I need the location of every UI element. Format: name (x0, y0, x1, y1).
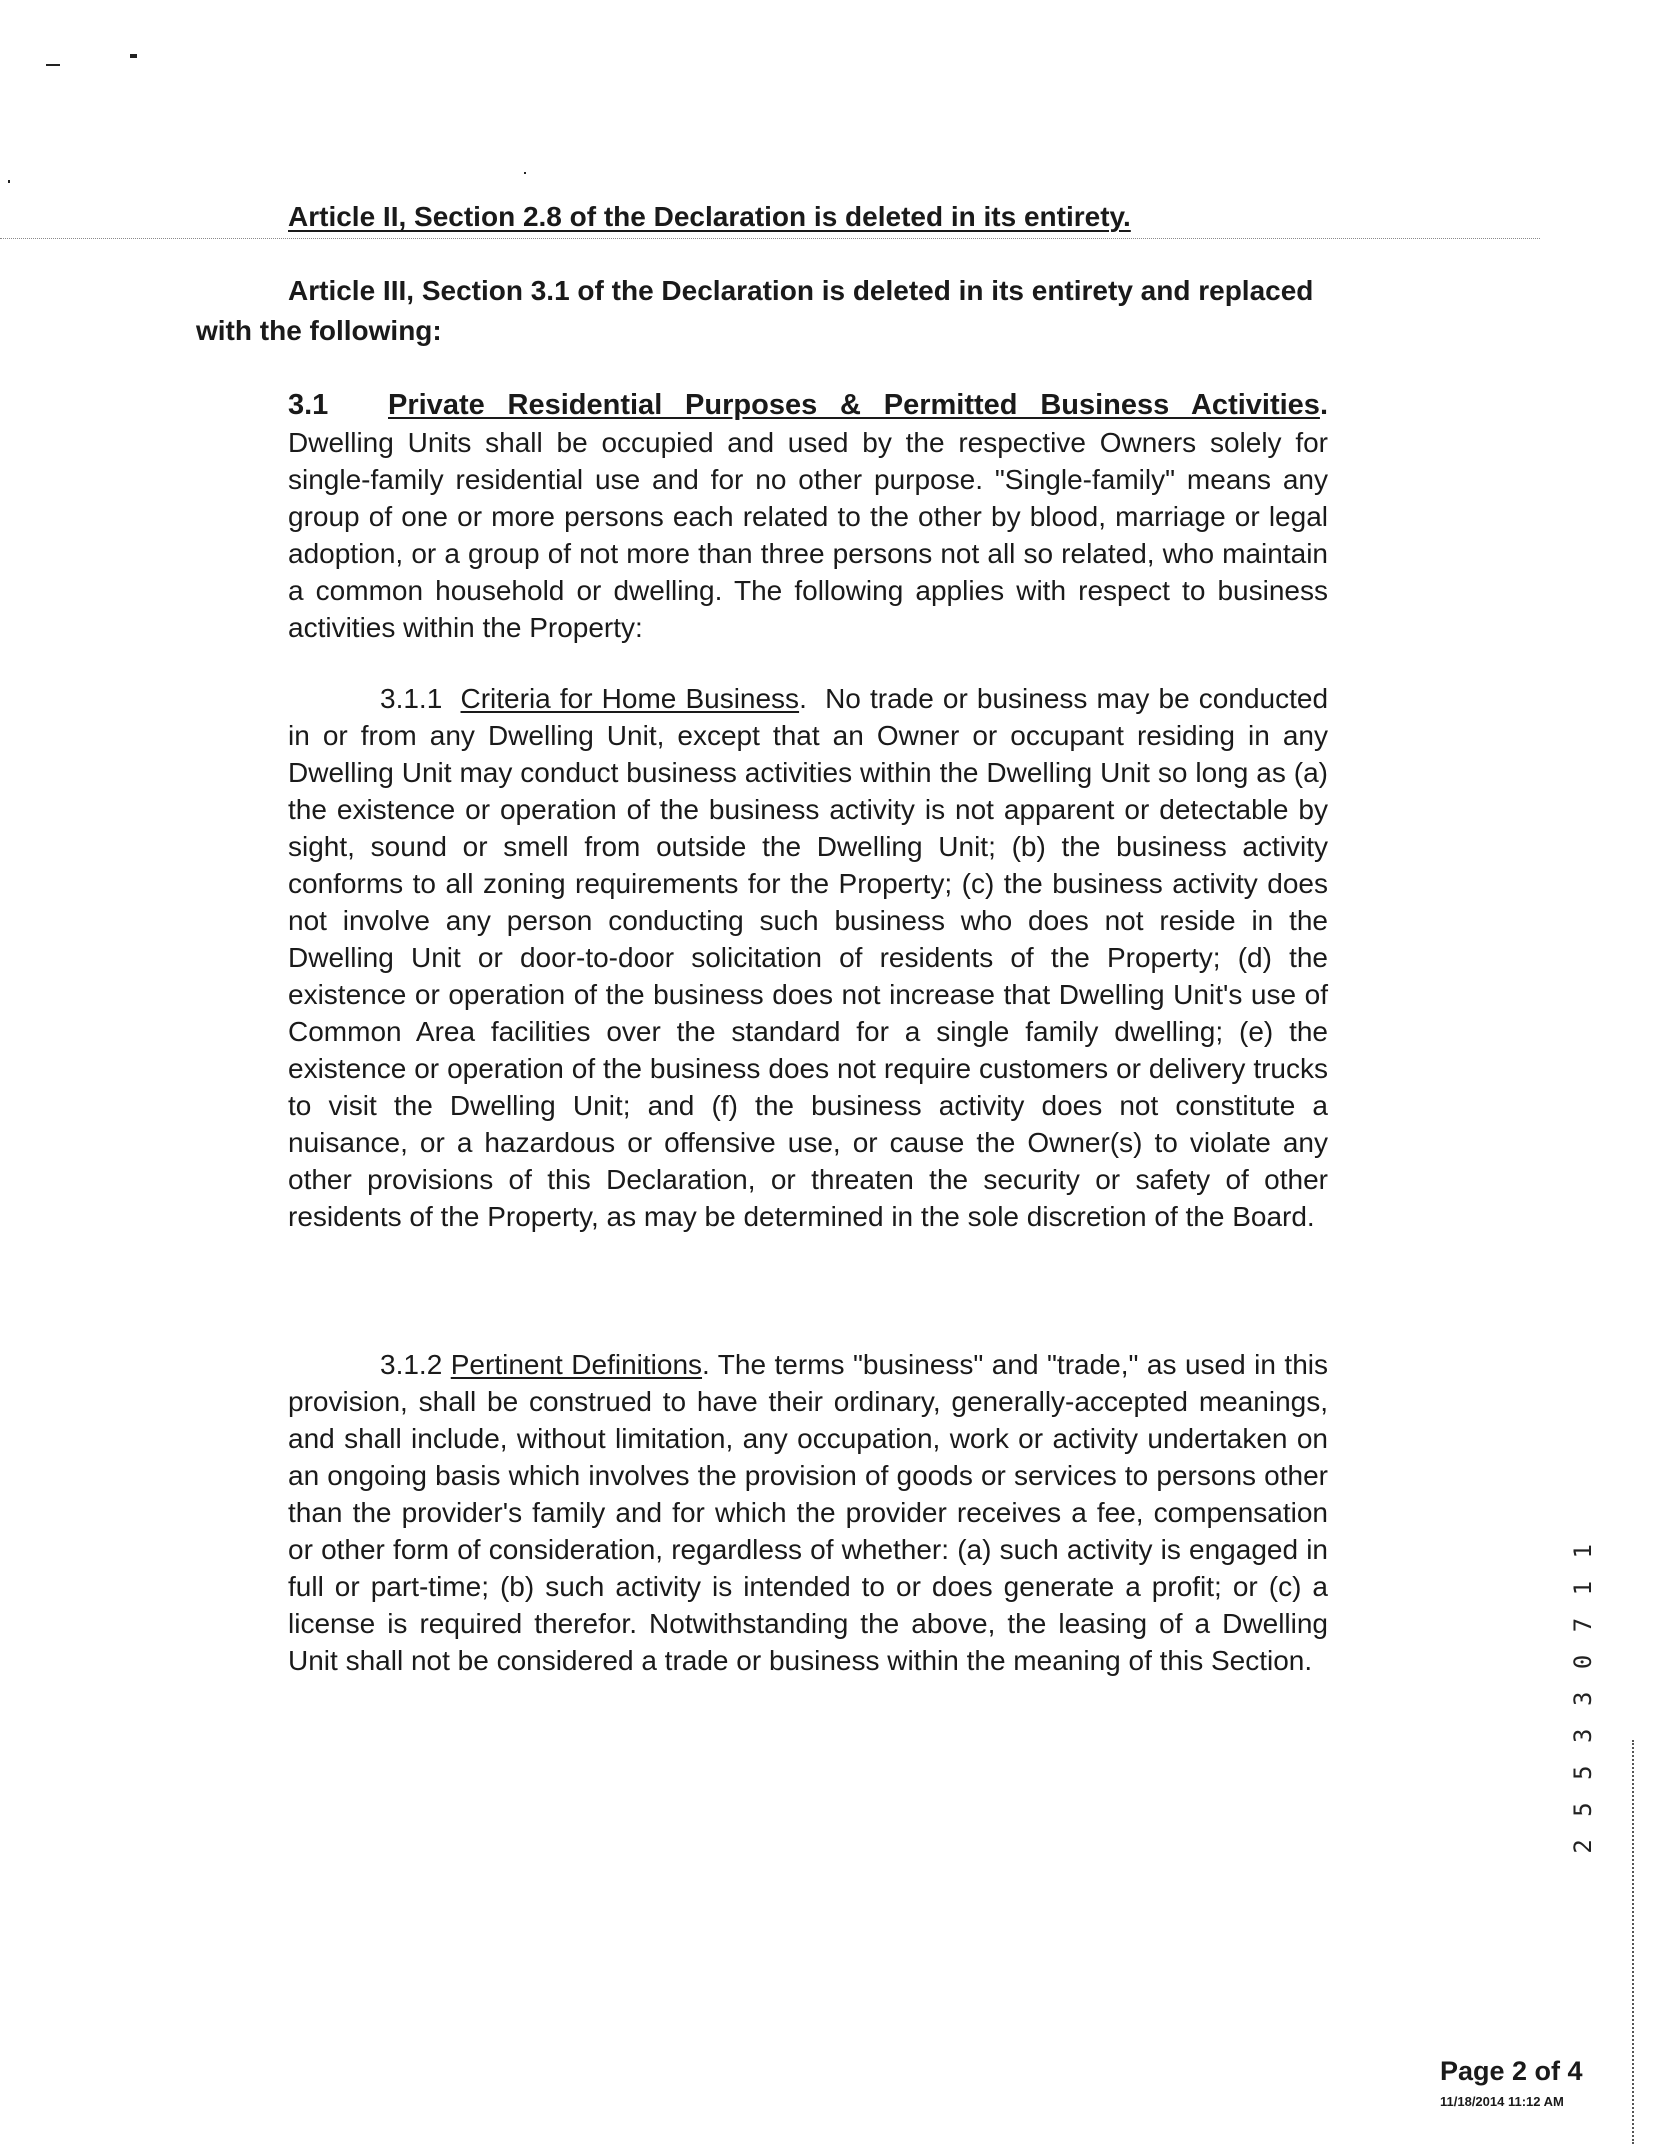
heading-article-3-line2: with the following: (196, 315, 442, 346)
print-timestamp: 11/18/2014 11:12 AM (1440, 2094, 1564, 2109)
section-3-1-1 (288, 680, 1328, 1235)
section-3-1-2 (288, 1346, 1328, 1679)
section-title: Criteria for Home Business (460, 683, 800, 714)
section-title: Pertinent Definitions (450, 1349, 703, 1380)
scan-speck (524, 172, 526, 174)
scan-edge-line (1632, 1740, 1634, 2144)
section-body: No trade or business may be conducted in or from any Dwelling Unit, except that an Owner or occupant residing in any Dwelling Unit may conduct business activities within the Dwelling Unit so long as (a) the existence or operation of the business activity is not apparent or detectable by sight, sound or smell from outside the Dwelling Unit; (b) the business activity conforms to all zoning requirements for the Property; (c) the business activity does not involve any person conducting such business who does not reside in the Dwelling Unit or door-to-door solicitation of residents of the Property; (d) the existence or operation of the business does not increase that Dwelling Unit's use of Common Area facilities over the standard for a single family dwelling; (e) the existence or operation of the business does not require customers or delivery trucks to visit the Dwelling Unit; and (f) the business activity does not constitute a nuisance, or a hazardous or offensive use, or cause the Owner(s) to violate any other provisions of this Declaration, or threaten the security or safety of other residents of the Property, as may be determined in the sole discretion of the Board. (288, 683, 1329, 1232)
section-3-1 (288, 386, 1328, 646)
scan-speck (46, 64, 60, 66)
section-number: 3.1.1 (380, 683, 443, 714)
scan-speck (130, 54, 137, 58)
section-body: Dwelling Units shall be occupied and used by the respective Owners solely for single-family residential use and for no other purpose. "Single-family" means any group of one or more persons each related to the other by blood, marriage or legal adoption, or a group of not more than three persons not all so related, who maintain a common household or dwelling. The following applies with respect to business activities within the Property: (288, 427, 1328, 643)
heading-article-2: Article II, Section 2.8 of the Declaration is deleted in its entirety. (288, 201, 1131, 232)
section-title-end: . (799, 683, 807, 714)
section-title-end: . (702, 1349, 710, 1380)
section-number: 3.1 (288, 389, 329, 421)
section-title-end: . (1319, 389, 1328, 421)
scan-artifact-line (0, 238, 1540, 239)
section-title: Private Residential Purposes & Permitted Business Activities (388, 389, 1320, 421)
recording-number-stamp: 2 5 5 3 3 0 7 1 1 (1569, 1540, 1597, 1854)
section-number: 3.1.2 (380, 1349, 443, 1380)
scan-speck (8, 180, 10, 183)
heading-article-3-line1: Article III, Section 3.1 of the Declaration is deleted in its entirety and replaced (288, 275, 1314, 306)
page-number: Page 2 of 4 (1440, 2056, 1583, 2086)
section-body: The terms "business" and "trade," as used in this provision, shall be construed to have their ordinary, generally-accepted meanings, and shall include, without limitation, any occupation, work or activity undertaken on an ongoing basis which involves the provision of goods or services to persons other than the provider's family and for which the provider receives a fee, compensation or other form of consideration, regardless of whether: (a) such activity is engaged in full or part-time; (b) such activity is intended to or does generate a profit; or (c) a license is required therefor. Notwithstanding the above, the leasing of a Dwelling Unit shall not be considered a trade or business within the meaning of this Section. (288, 1349, 1328, 1676)
